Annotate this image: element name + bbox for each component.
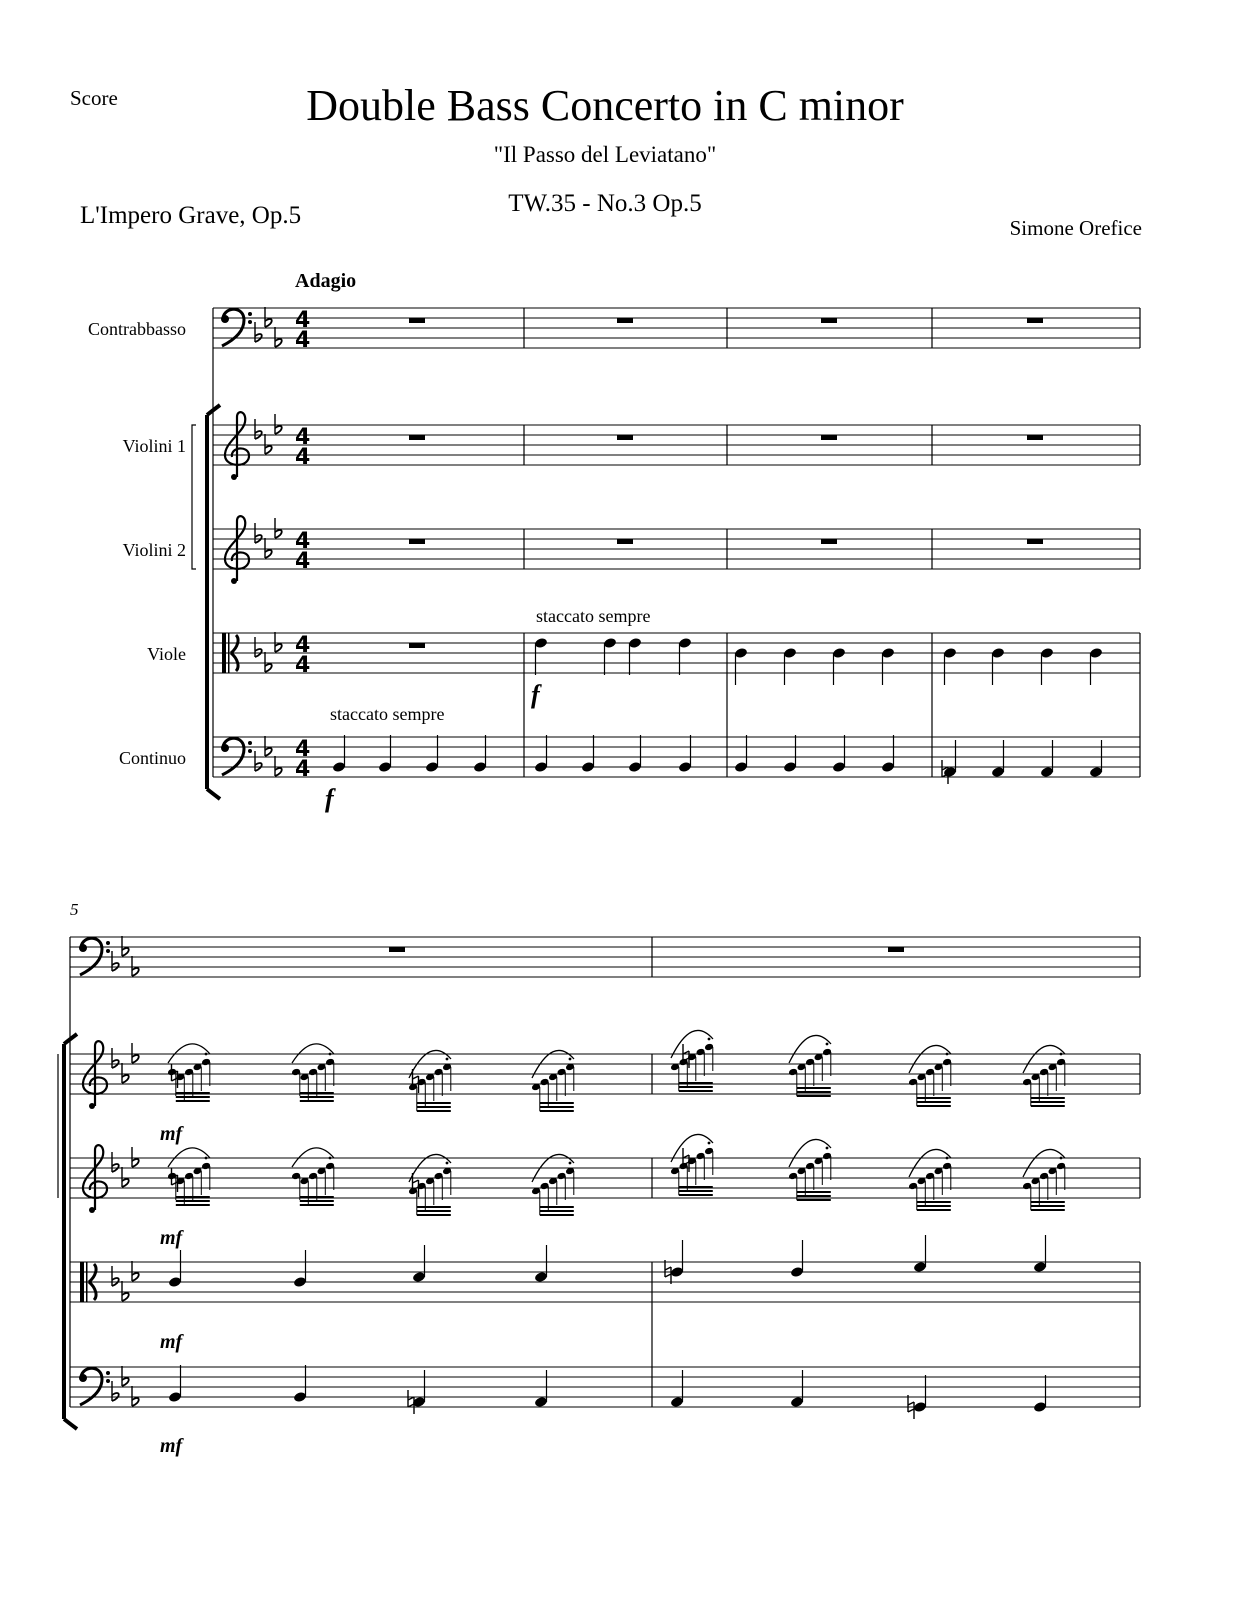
dynamic-mf-continuo: mf (160, 1435, 183, 1457)
staccato-dot (446, 1162, 449, 1165)
staccato-dot (446, 1058, 449, 1061)
piece-subtitle: "Il Passo del Leviatano" (493, 142, 717, 167)
bass-clef (106, 1371, 110, 1375)
flat-sign (132, 1159, 139, 1167)
piece-title: Double Bass Concerto in C minor (306, 81, 904, 130)
treble-clef (89, 1207, 95, 1213)
staccato-dot (329, 1157, 332, 1160)
alto-clef (86, 1262, 88, 1302)
flat-sign (122, 1293, 129, 1301)
flat-sign (122, 1075, 129, 1083)
bass-clef (248, 749, 252, 753)
whole-rest (1027, 318, 1043, 323)
natural-sign (408, 1390, 414, 1414)
slur (789, 1139, 831, 1167)
flat-sign (275, 339, 282, 347)
slur (1023, 1149, 1065, 1177)
flat-sign (132, 1273, 139, 1281)
flat-sign (132, 1055, 139, 1063)
instrument-label-violini-1: Violini 1 (122, 436, 186, 456)
slur (909, 1149, 951, 1177)
flat-sign (275, 426, 282, 434)
flat-sign (122, 1378, 129, 1386)
staccato-dot (569, 1058, 572, 1061)
alto-clef (80, 1262, 84, 1302)
violin-brace (192, 425, 196, 569)
whole-rest (821, 435, 837, 440)
flat-sign (265, 748, 272, 756)
staccato-dot (1060, 1157, 1063, 1160)
time-signature-numerator: 4 (295, 737, 311, 762)
staccato-dot (708, 1142, 711, 1145)
flat-sign (132, 968, 139, 976)
viole-dynamic-forte: f (531, 680, 540, 709)
instrument-label-violini-2: Violini 2 (122, 540, 186, 560)
continuo-staccato-direction: staccato sempre (330, 704, 445, 724)
time-signature-denominator: 4 (295, 757, 311, 782)
staccato-dot (205, 1157, 208, 1160)
whole-rest (617, 435, 633, 440)
movement-title: L'Impero Grave, Op.5 (80, 202, 302, 229)
flat-sign (265, 550, 272, 558)
time-signature-denominator: 4 (295, 328, 311, 353)
whole-rest (617, 539, 633, 544)
bass-clef (248, 320, 252, 324)
treble-clef (231, 578, 237, 584)
bass-clef (221, 315, 229, 323)
bass-clef (106, 941, 110, 945)
staccato-dot (329, 1053, 332, 1056)
whole-rest (821, 539, 837, 544)
staccato-dot (205, 1053, 208, 1056)
dynamic-mf-viole: mf (160, 1331, 183, 1353)
whole-rest (1027, 539, 1043, 544)
bass-clef (79, 944, 87, 952)
time-signature-numerator: 4 (295, 529, 311, 554)
instrument-label-viole: Viole (147, 644, 186, 664)
flat-sign (265, 319, 272, 327)
whole-rest (617, 318, 633, 323)
dynamic-mf-violini-1: mf (160, 1123, 183, 1145)
treble-clef (231, 474, 237, 480)
flat-sign (265, 446, 272, 454)
flat-sign (122, 1179, 129, 1187)
staccato-dot (946, 1157, 949, 1160)
flat-sign (132, 1398, 139, 1406)
whole-rest (409, 318, 425, 323)
whole-rest (888, 947, 904, 952)
bass-clef (106, 949, 110, 953)
flat-sign (265, 664, 272, 672)
flat-sign (275, 644, 282, 652)
staccato-dot (1060, 1053, 1063, 1056)
whole-rest (389, 947, 405, 952)
whole-rest (821, 318, 837, 323)
whole-rest (409, 539, 425, 544)
alto-clef (228, 633, 230, 673)
time-signature-numerator: 4 (295, 308, 311, 333)
staccato-dot (826, 1043, 829, 1046)
flat-sign (122, 948, 129, 956)
slur (909, 1045, 951, 1073)
staccato-dot (826, 1147, 829, 1150)
flat-sign (275, 530, 282, 538)
whole-rest (1027, 435, 1043, 440)
composer-name: Simone Orefice (1009, 216, 1142, 240)
catalog-number: TW.35 - No.3 Op.5 (508, 190, 702, 217)
staccato-dot (946, 1053, 949, 1056)
continuo-dynamic-forte: f (325, 784, 334, 813)
time-signature-numerator: 4 (295, 633, 311, 658)
viole-staccato-direction: staccato sempre (536, 606, 651, 626)
bass-clef (106, 1379, 110, 1383)
slur (789, 1035, 831, 1063)
measure-number: 5 (70, 900, 79, 919)
time-signature-denominator: 4 (295, 549, 311, 574)
whole-rest (409, 643, 425, 648)
alto-clef (222, 633, 226, 673)
bass-clef (221, 744, 229, 752)
whole-rest (409, 435, 425, 440)
bass-clef (248, 312, 252, 316)
staccato-dot (569, 1162, 572, 1165)
dynamic-mf-violini-2: mf (160, 1227, 183, 1249)
staccato-dot (708, 1038, 711, 1041)
flat-sign (275, 768, 282, 776)
bass-clef (248, 741, 252, 745)
instrument-label-contrabbasso: Contrabbasso (88, 319, 186, 339)
slur (1023, 1045, 1065, 1073)
notation-layer (58, 307, 1140, 1429)
time-signature-denominator: 4 (295, 653, 311, 678)
tempo-marking: Adagio (295, 270, 357, 292)
bass-clef (79, 1374, 87, 1382)
time-signature-denominator: 4 (295, 445, 311, 470)
score-label: Score (70, 86, 118, 110)
instrument-label-continuo: Continuo (118, 748, 186, 768)
treble-clef (89, 1103, 95, 1109)
time-signature-numerator: 4 (295, 425, 311, 450)
